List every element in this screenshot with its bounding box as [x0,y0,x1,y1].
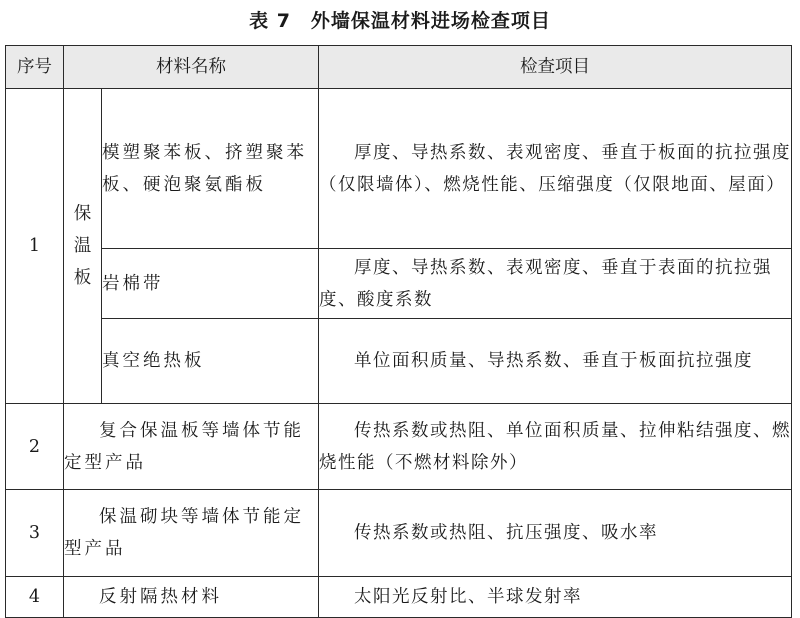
check-items: 传热系数或热阻、抗压强度、吸水率 [319,490,792,577]
row-number: 3 [6,490,64,577]
table-header-row [6,46,792,89]
row-number: 1 [6,89,64,404]
material-name: 保温砌块等墙体节能定型产品 [64,490,319,577]
table-row [6,319,792,404]
check-items: 传热系数或热阻、单位面积质量、拉伸粘结强度、燃烧性能（不燃材料除外） [319,404,792,490]
check-items: 单位面积质量、导热系数、垂直于板面抗拉强度 [319,319,792,404]
header-no: 序号 [6,46,64,89]
table-row [6,490,792,577]
material-name: 真空绝热板 [102,319,319,404]
table-row [6,89,792,249]
table-caption: 表 7 外墙保温材料进场检查项目 [249,10,551,32]
table-row [6,404,792,490]
row-number: 2 [6,404,64,490]
check-items: 太阳光反射比、半球发射率 [319,577,792,618]
material-group-label: 保温板 [73,204,92,288]
header-material-name: 材料名称 [64,46,319,89]
table-row [6,249,792,319]
check-items: 厚度、导热系数、表观密度、垂直于表面的抗拉强度、酸度系数 [319,249,792,319]
inspection-table [5,45,792,618]
material-name: 复合保温板等墙体节能定型产品 [64,404,319,490]
check-items: 厚度、导热系数、表观密度、垂直于板面的抗拉强度（仅限墙体）、燃烧性能、压缩强度（仅限地面、屋面） [319,89,792,249]
material-name: 岩棉带 [102,249,319,319]
table-row [6,577,792,618]
header-check-items: 检查项目 [319,46,792,89]
row-number: 4 [6,577,64,618]
material-name: 模塑聚苯板、挤塑聚苯板、硬泡聚氨酯板 [102,89,319,249]
material-name: 反射隔热材料 [64,577,319,618]
material-group [64,89,102,404]
